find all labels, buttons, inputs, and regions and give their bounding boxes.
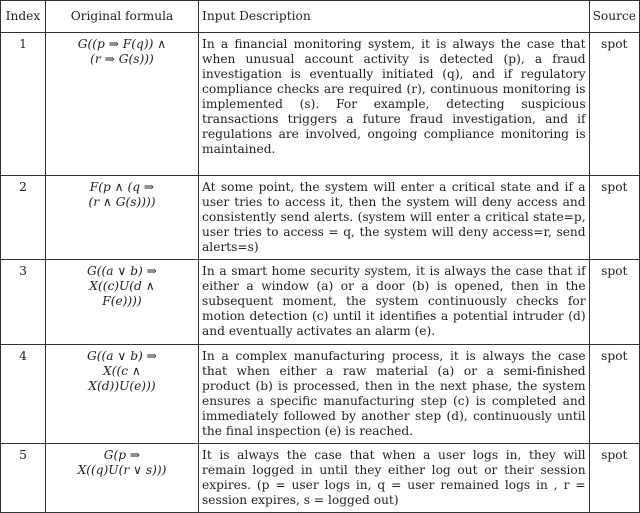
row-description: In a complex manufacturing process, it is always the case that when either a raw material (a) or a semi-finished product (b) is processed, then in the next phase, the system ensures a specific manufacturing step (c) is completed and immediately followed by another step (d), continuously until the final inspection (e) is reached. [199,345,590,444]
row-index: 5 [1,444,46,513]
row-description: In a financial monitoring system, it is always the case that when unusual account activity is detected (p), a fraud investigation is eventually initiated (q), and if regulatory compliance checks are required (r), continuous monitoring is implemented (s). For example, detecting suspicious transactions triggers a future fraud investigation, and if regulations are involved, ongoing compliance monitoring is maintained. [199,33,590,176]
table-row [1,260,640,345]
row-source: spot [589,176,639,260]
row-source: spot [589,260,639,345]
formula-line: X(d))U(e))) [88,379,156,393]
formula-line: X((q)U(r ∨ s))) [77,463,167,477]
formula-line: (r ∧ G(s)))) [88,195,156,209]
table-row [1,444,640,513]
row-source: spot [589,444,639,513]
header-source: Source [589,1,639,33]
formula-line: G((a ∨ b) ⇒ [87,264,157,278]
header-description: Input Description [199,1,590,33]
row-description: At some point, the system will enter a critical state and if a user tries to access it, then the system will deny access and consistently send alerts. (system will enter a critical state=p, user tries to access = q, the system will deny access=r, send alerts=s) [199,176,590,260]
formula-line: G((p ⇒ F(q)) ∧ [77,37,167,51]
row-index: 1 [1,33,46,176]
formula-line: X((c ∧ [103,364,141,378]
formula-line: G(p ⇒ [103,448,141,462]
row-formula [45,444,198,513]
table-row [1,176,640,260]
header-formula: Original formula [45,1,198,33]
header-index: Index [1,1,46,33]
row-index: 3 [1,260,46,345]
row-source: spot [589,33,639,176]
row-formula [45,260,198,345]
header-row [1,1,640,33]
row-index: 2 [1,176,46,260]
row-source: spot [589,345,639,444]
table-row [1,33,640,176]
row-description: It is always the case that when a user logs in, they will remain logged in until they either log out or their session expires. (p = user logs in, q = user remained logs in , r = session expires, s = logged out) [199,444,590,513]
table-row [1,345,640,444]
row-formula [45,345,198,444]
formula-line: G((a ∨ b) ⇒ [87,349,157,363]
row-index: 4 [1,345,46,444]
row-formula [45,33,198,176]
row-formula [45,176,198,260]
row-description: In a smart home security system, it is always the case that if either a window (a) or a door (b) is opened, then in the subsequent moment, the system continuously checks for motion detection (c) until it identifies a potential intruder (d) and eventually activates an alarm (e). [199,260,590,345]
formula-line: X((c)U(d ∧ [89,279,155,293]
formula-line: F(e)))) [102,294,142,308]
formula-line: F(p ∧ (q ⇒ [89,180,155,194]
formula-line: (r ⇒ G(s))) [90,52,154,66]
